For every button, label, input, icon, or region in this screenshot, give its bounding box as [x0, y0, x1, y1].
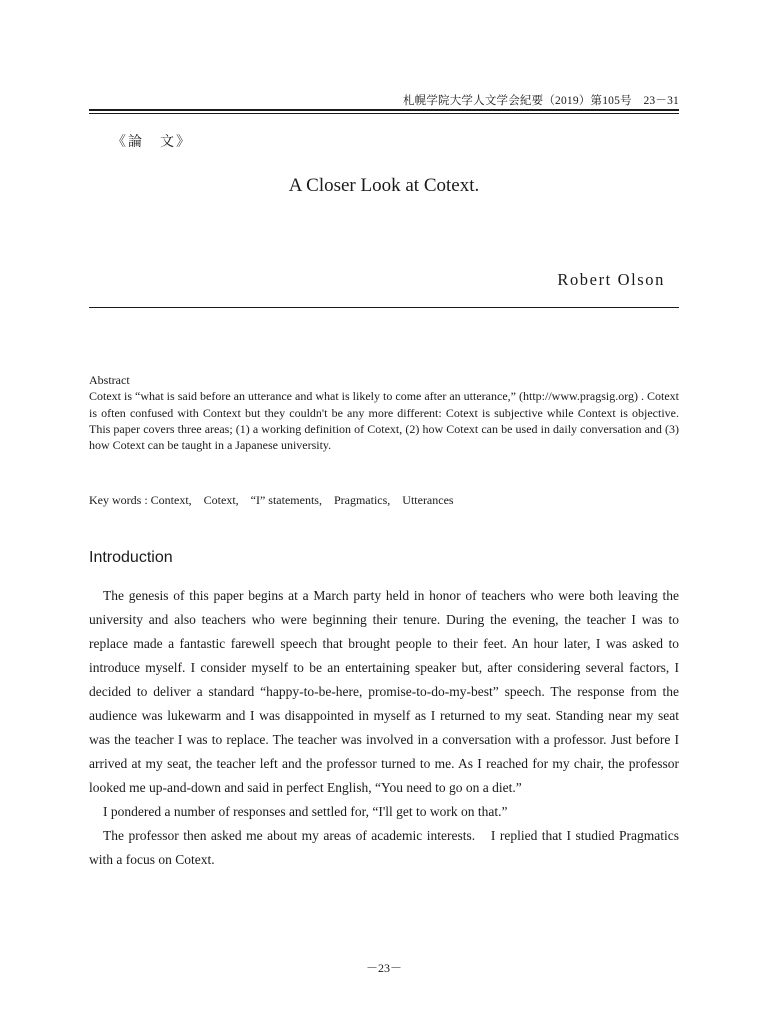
journal-header: 札幌学院大学人文学会紀要（2019）第105号 23－31 [402, 95, 679, 107]
paragraph: The genesis of this paper begins at a March party held in honor of teachers who were both leaving the university and also teachers who were beginning their tenure. During the evening, the teacher I was to replace made a fantastic farewell speech that brought people to their feet. An hour later, I was asked to introduce myself. I consider myself to be an entertaining speaker but, after considering several factors, I decided to deliver a standard “happy-to-be-here, promise-to-do-my-best” speech. The response from the audience was lukewarm and I was disappointed in myself as I returned to my seat. Standing near my seat was the teacher I was to replace. The teacher was involved in a conversation with a professor. Just before I arrived at my seat, the teacher left and the professor turned to me. As I reached for my chair, the professor looked me up-and-down and said in perfect English, “You need to go on a diet.” [89, 588, 679, 795]
abstract-block [89, 372, 679, 453]
paragraph: The professor then asked me about my areas of academic interests. I replied that I studied Pragmatics with a focus on Cotext. [89, 828, 679, 867]
introduction-body [89, 584, 679, 872]
keywords-line: Key words : Context, Cotext, “I” statements, Pragmatics, Utterances [89, 493, 454, 507]
header-rule-thin [89, 113, 679, 114]
page-number: －23－ [365, 961, 402, 975]
section-label: 《論 文》 [112, 135, 192, 150]
author-name: Robert Olson [557, 270, 665, 289]
abstract-label: Abstract [89, 373, 130, 387]
paragraph: I pondered a number of responses and settled for, “I'll get to work on that.” [103, 804, 508, 819]
abstract-text: Cotext is “what is said before an utterance and what is likely to come after an utterance,” (http://www.pragsig.org) . Cotext is often confused with Context but they couldn't be any more different: Cotext is subjective while Context is objective. This paper covers three areas; (1) a working definition of Cotext, (2) how Cotext can be used in daily conversation and (3) how Cotext can be taught in a Japanese university. [89, 389, 679, 453]
introduction-heading: Introduction [89, 549, 173, 566]
header-rule-thick [89, 109, 679, 111]
title-divider [89, 307, 679, 308]
paper-title: A Closer Look at Cotext. [288, 175, 480, 196]
